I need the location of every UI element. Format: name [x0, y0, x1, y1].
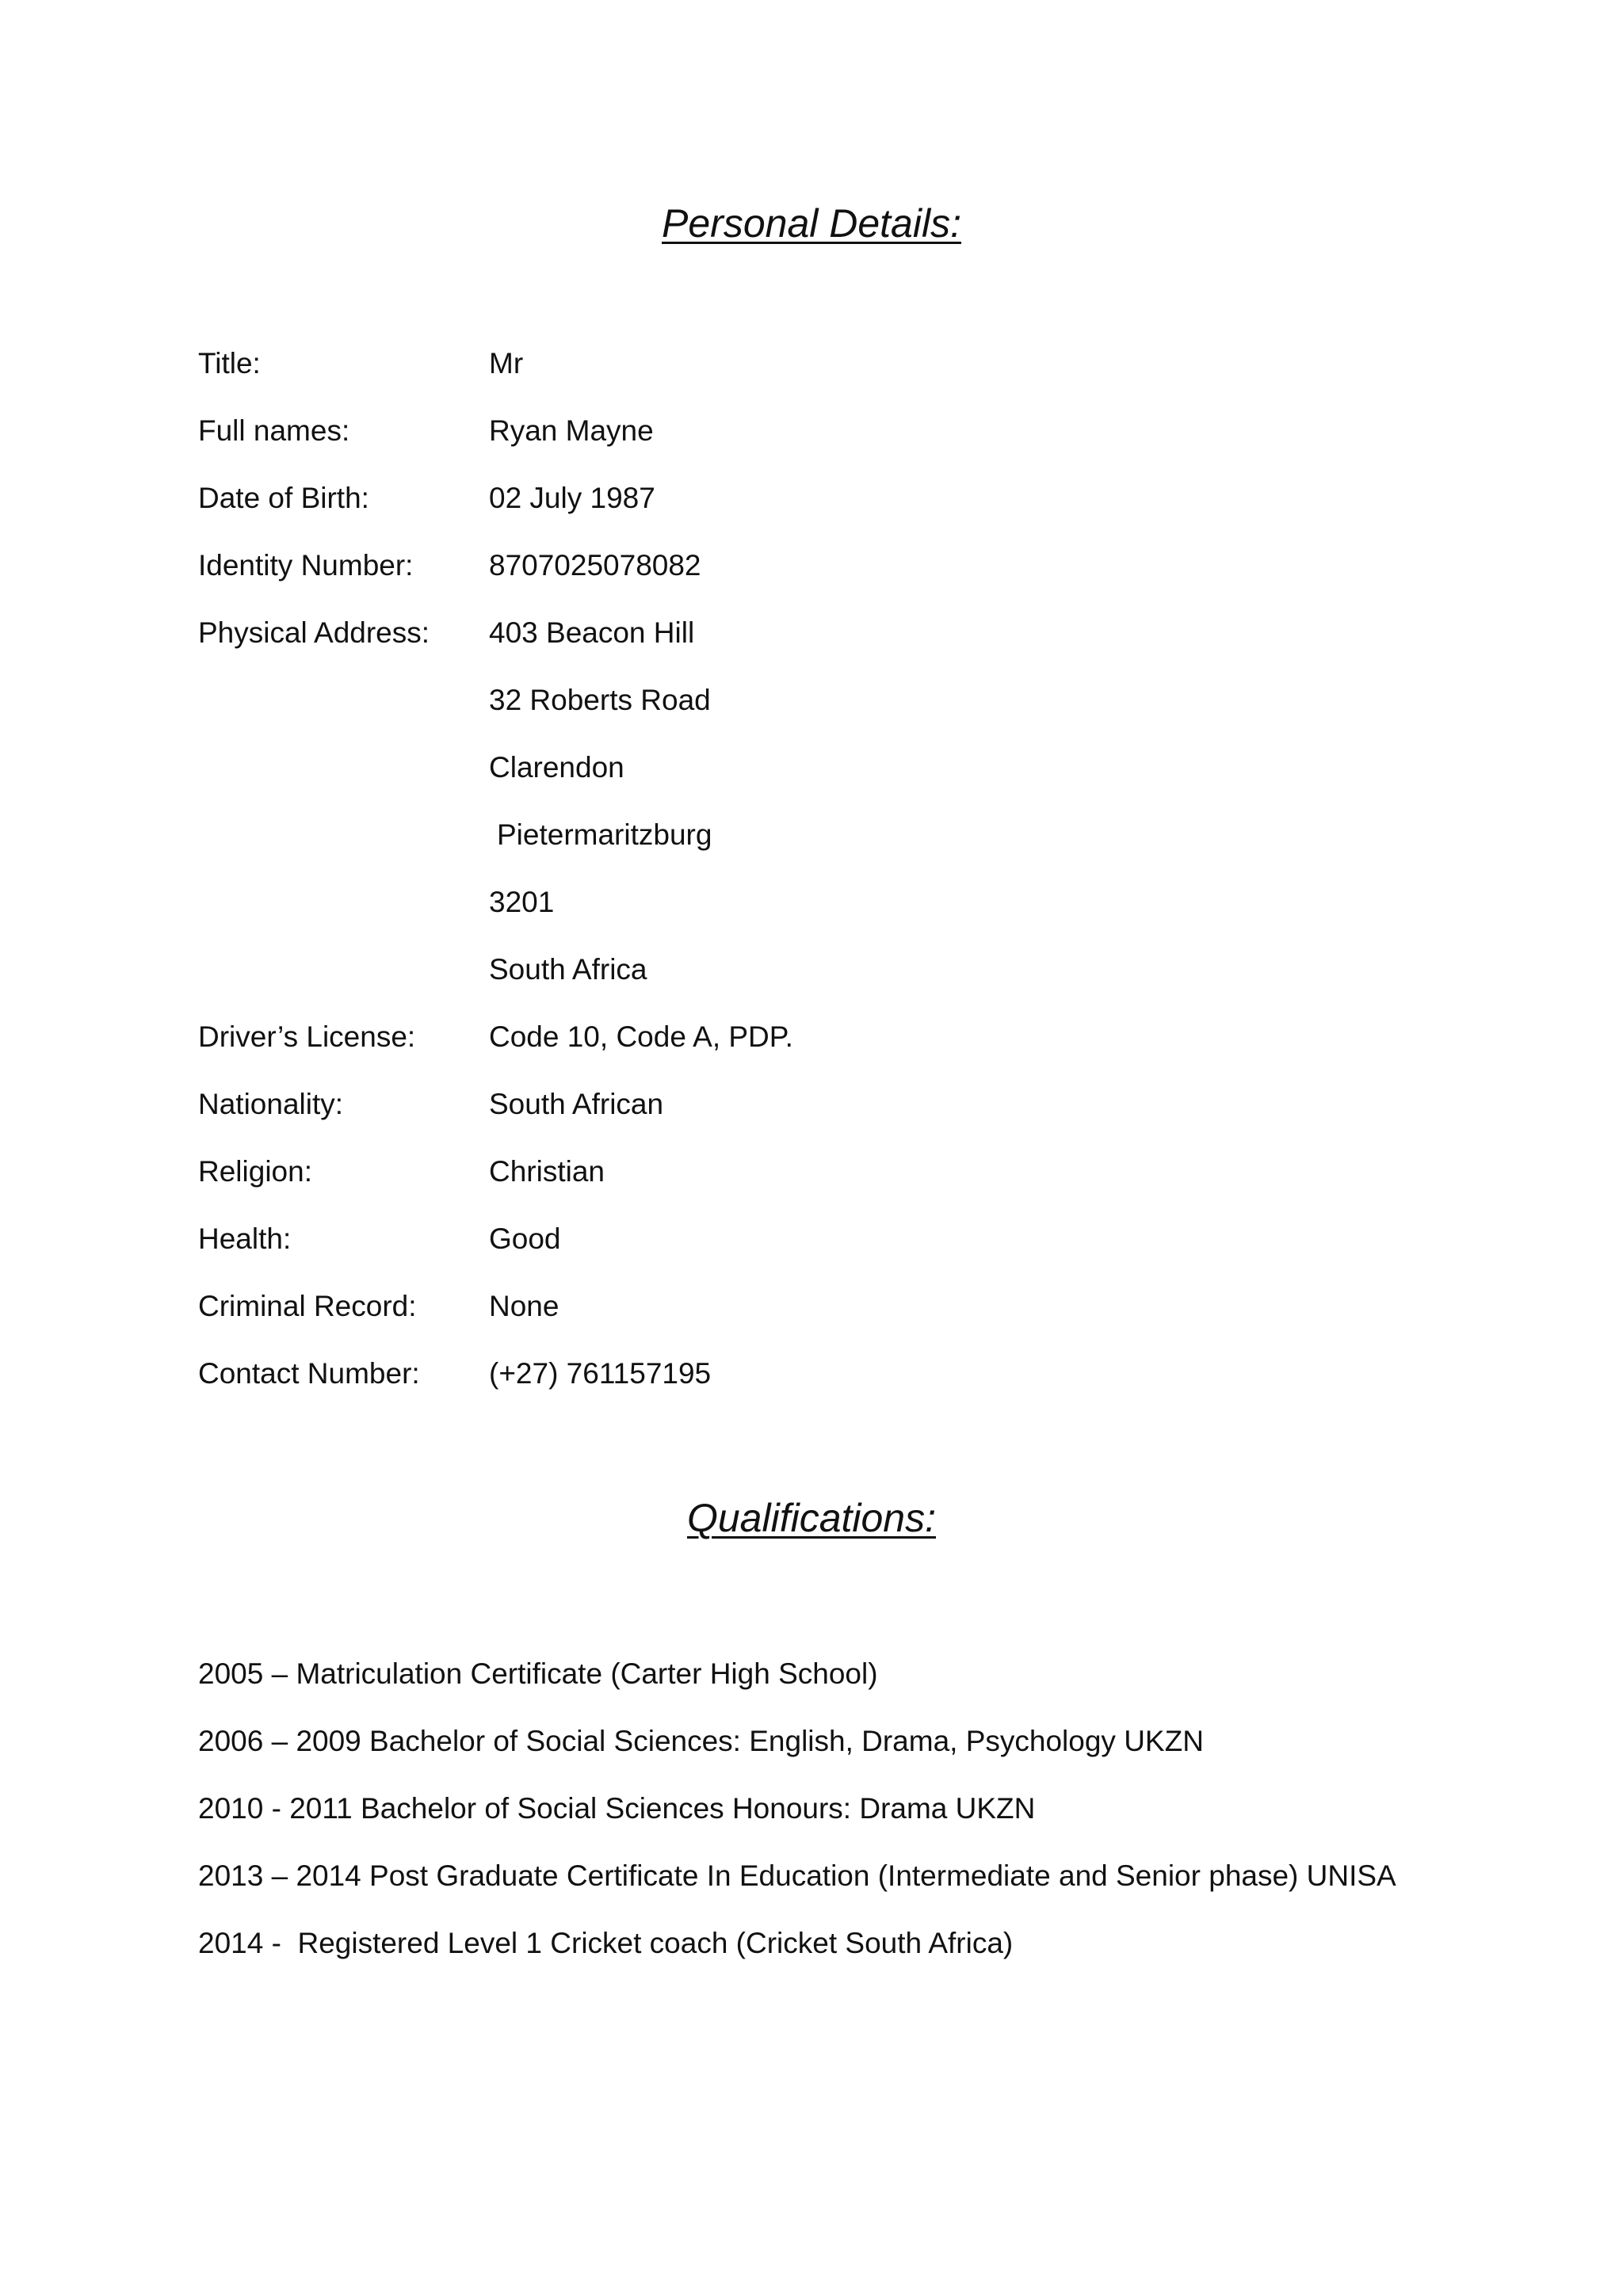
detail-value: South Africa [489, 953, 647, 986]
detail-row-criminal-record [198, 1287, 1506, 1354]
detail-row-contact-number [198, 1354, 1506, 1421]
detail-row-address-line-6 [198, 950, 1506, 1017]
detail-label: Criminal Record: [198, 1290, 417, 1322]
detail-row-title [198, 344, 1506, 411]
detail-label: Health: [198, 1222, 292, 1255]
detail-value: Code 10, Code A, PDP. [489, 1020, 793, 1053]
detail-label: Date of Birth: [198, 482, 369, 514]
detail-value: Pietermaritzburg [497, 818, 712, 851]
detail-row-date-of-birth [198, 479, 1506, 546]
personal-details-list [198, 344, 1506, 1421]
detail-label: Title: [198, 347, 261, 379]
detail-row-nationality [198, 1085, 1506, 1152]
detail-value: Good [489, 1222, 561, 1255]
qualification-item: 2006 – 2009 Bachelor of Social Sciences: English, Drama, Psychology UKZN [198, 1725, 1204, 1757]
qualification-item: 2014 - Registered Level 1 Cricket coach (Cricket South Africa) [198, 1927, 1014, 1959]
detail-label: Religion: [198, 1155, 312, 1188]
detail-row-address-line-3 [198, 748, 1506, 815]
detail-row-address-line-4 [198, 815, 1506, 883]
detail-label: Nationality: [198, 1088, 344, 1120]
detail-label: Full names: [198, 414, 350, 447]
qualifications-list [198, 1654, 1545, 1991]
detail-row-religion [198, 1152, 1506, 1219]
detail-value: Clarendon [489, 751, 624, 784]
detail-row-full-names [198, 411, 1506, 479]
detail-label: Identity Number: [198, 549, 414, 582]
detail-label: Driver’s License: [198, 1020, 416, 1053]
detail-value: Christian [489, 1155, 605, 1188]
detail-value: Ryan Mayne [489, 414, 654, 447]
detail-row-health [198, 1219, 1506, 1287]
detail-value: South African [489, 1088, 664, 1120]
detail-row-address-line-2 [198, 681, 1506, 748]
detail-row-address-line-5 [198, 883, 1506, 950]
personal-details-heading: Personal Details: [662, 201, 961, 246]
detail-value: 403 Beacon Hill [489, 616, 695, 649]
detail-value: 3201 [489, 886, 555, 918]
detail-row-physical-address [198, 613, 1506, 681]
qualifications-heading: Qualifications: [686, 1496, 937, 1540]
detail-row-identity-number [198, 546, 1506, 613]
detail-value: None [489, 1290, 559, 1322]
qualification-item: 2010 - 2011 Bachelor of Social Sciences Honours: Drama UKZN [198, 1792, 1036, 1825]
qualification-item: 2005 – Matriculation Certificate (Carter High School) [198, 1657, 878, 1690]
detail-row-drivers-license [198, 1017, 1506, 1085]
detail-label: Contact Number: [198, 1357, 420, 1390]
detail-value: 02 July 1987 [489, 482, 655, 514]
detail-value: (+27) 761157195 [489, 1357, 712, 1390]
detail-value: 32 Roberts Road [489, 684, 711, 716]
detail-value: Mr [489, 347, 524, 379]
detail-value: 8707025078082 [489, 549, 701, 582]
detail-label: Physical Address: [198, 616, 430, 649]
qualification-item: 2013 – 2014 Post Graduate Certificate In Education (Intermediate and Senior phase) UNISA [198, 1859, 1396, 1892]
